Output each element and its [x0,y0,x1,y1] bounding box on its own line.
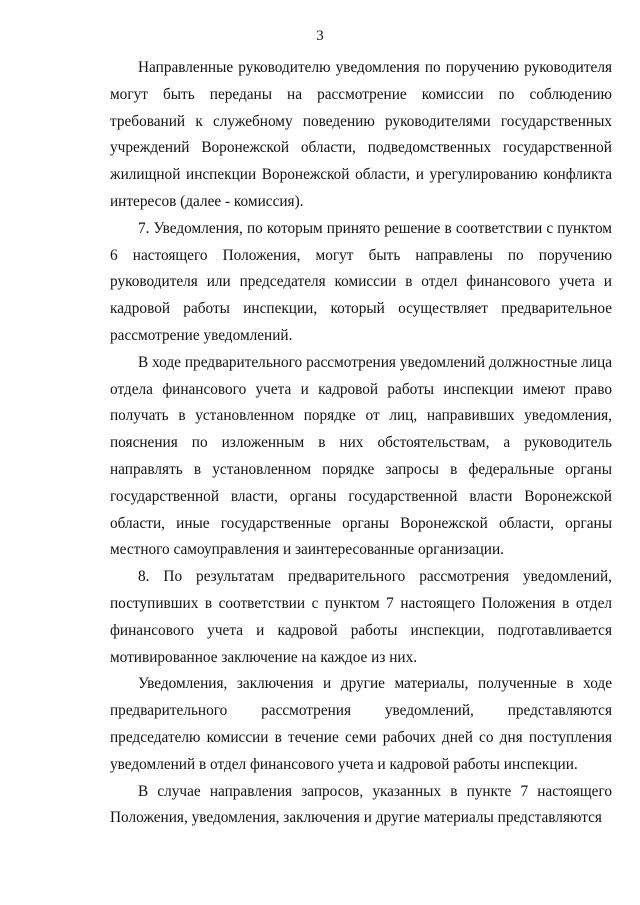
paragraph-committee-referral: Направленные руководителю уведомления по поручению руководителя могут быть переданы на рассмотрение комиссии по соблюдению требований к служебному поведению руководителями государственных учреждений Воронежской области, подведомственных государственной жилищной инспекции Воронежской области, и урегулированию конфликта интересов (далее - комиссия). [110,59,612,210]
page-number: 3 [316,28,324,44]
paragraph-preliminary-review: В ходе предварительного рассмотрения уведомлений должностные лица отдела финансового учета и кадровой работы инспекции имеют право получать в установленном порядке от лиц, направивших уведомления, пояснения по изложенным в них обстоятельствам, а руководитель направлять в установленном порядке запросы в федеральные органы государственной власти, органы государственной власти Воронежской области, иные государственные органы Воронежской области, органы местного самоуправления и заинтересованные организации. [110,353,612,559]
paragraph-requests-case: В случае направления запросов, указанных в пункте 7 настоящего Положения, уведомления, заключения и другие материалы представляются [110,782,612,827]
paragraph-item-7: 7. Уведомления, по которым принято решение в соответствии с пунктом 6 настоящего Положения, могут быть направлены по поручению руководителя или председателя комиссии в отдел финансового учета и кадровой работы инспекции, который осуществляет предварительное рассмотрение уведомлений. [110,219,612,344]
document-body [110,55,612,832]
paragraph-item-8: 8. По результатам предварительного рассмотрения уведомлений, поступивших в соответствии с пунктом 7 настоящего Положения в отдел финансового учета и кадровой работы инспекции, подготавливается мотивированное заключение на каждое из них. [110,568,612,666]
paragraph-submission-deadline: Уведомления, заключения и другие материалы, полученные в ходе предварительного рассмотрения уведомлений, представляются председателю комиссии в течение семи рабочих дней со дня поступления уведомлений в отдел финансового учета и кадровой работы инспекции. [110,675,612,773]
